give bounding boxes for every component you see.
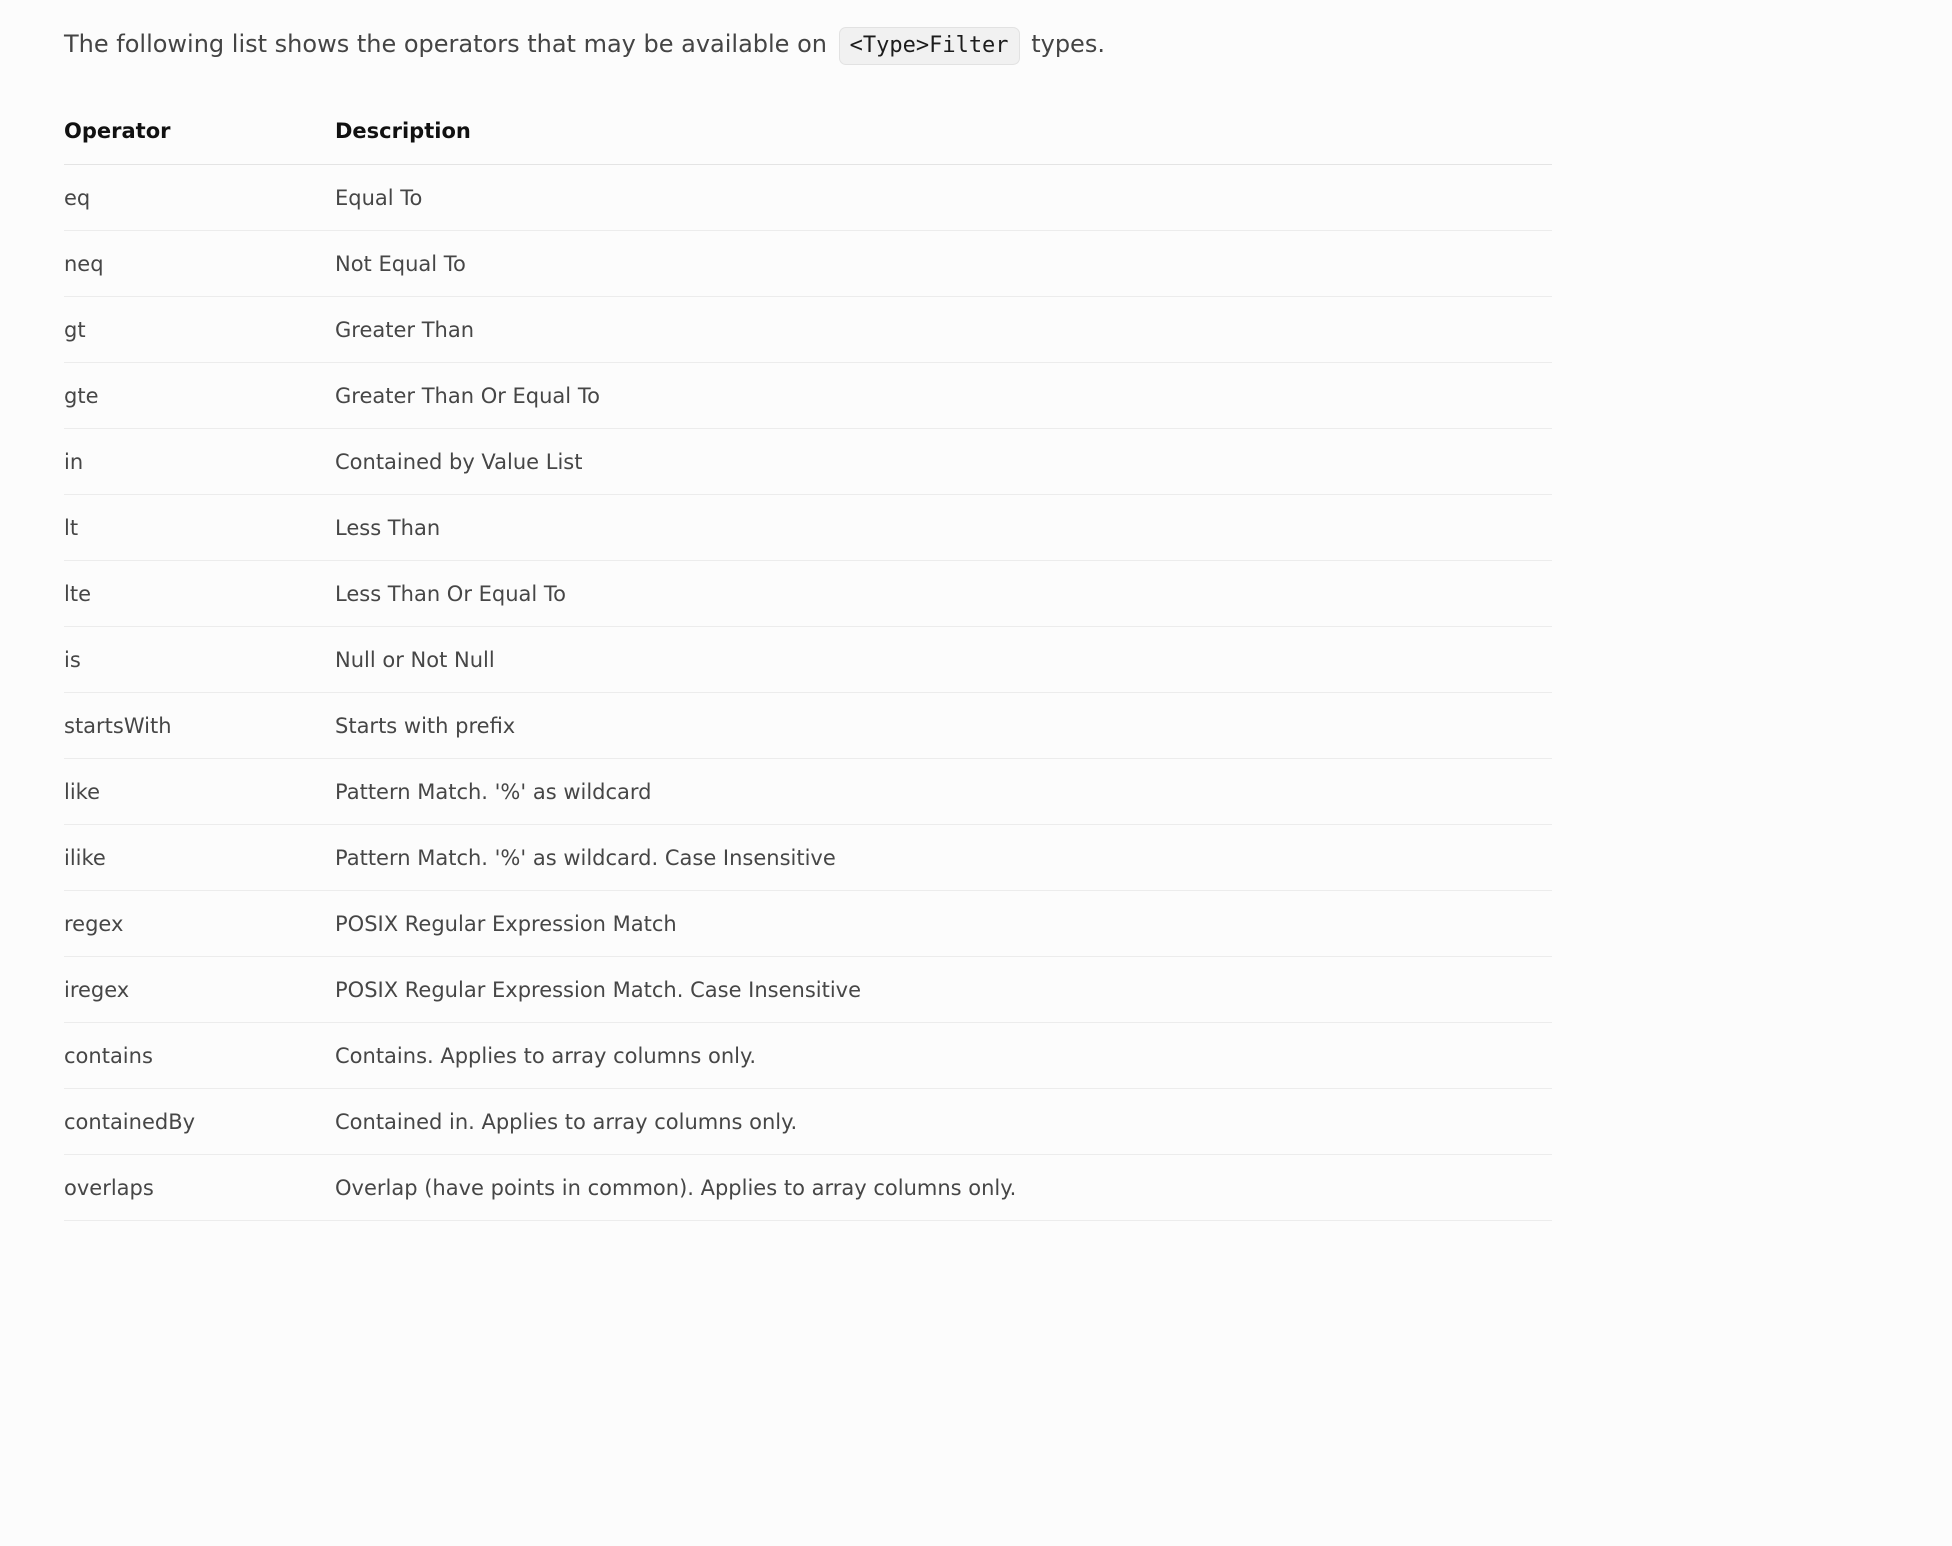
table-body — [64, 165, 1552, 1221]
operators-table — [64, 98, 1552, 1221]
table-row — [64, 297, 1552, 363]
table-row — [64, 165, 1552, 231]
operator-cell: startsWith — [64, 693, 335, 759]
operator-cell: ilike — [64, 825, 335, 891]
table-row — [64, 561, 1552, 627]
table-row — [64, 1023, 1552, 1089]
description-cell: Less Than — [335, 495, 1552, 561]
table-row — [64, 627, 1552, 693]
operator-cell: eq — [64, 165, 335, 231]
description-cell: Equal To — [335, 165, 1552, 231]
operator-cell: in — [64, 429, 335, 495]
table-row — [64, 495, 1552, 561]
table-row — [64, 363, 1552, 429]
operator-cell: lte — [64, 561, 335, 627]
description-cell: Null or Not Null — [335, 627, 1552, 693]
table-row — [64, 693, 1552, 759]
description-cell: POSIX Regular Expression Match. Case Insensitive — [335, 957, 1552, 1023]
description-cell: Not Equal To — [335, 231, 1552, 297]
description-cell: Contained by Value List — [335, 429, 1552, 495]
operator-cell: containedBy — [64, 1089, 335, 1155]
inline-code-type-filter: <Type>Filter — [839, 27, 1020, 65]
column-header-description: Description — [335, 98, 1552, 165]
operator-cell: like — [64, 759, 335, 825]
intro-text-after: types. — [1031, 30, 1105, 58]
description-cell: Starts with prefix — [335, 693, 1552, 759]
table-row — [64, 231, 1552, 297]
table-header-row — [64, 98, 1552, 165]
document-body — [64, 0, 1552, 1200]
operator-cell: is — [64, 627, 335, 693]
intro-text-before: The following list shows the operators that may be available on — [64, 30, 827, 58]
operator-cell: lt — [64, 495, 335, 561]
description-cell: POSIX Regular Expression Match — [335, 891, 1552, 957]
description-cell: Less Than Or Equal To — [335, 561, 1552, 627]
operator-cell: contains — [64, 1023, 335, 1089]
description-cell: Greater Than — [335, 297, 1552, 363]
operator-cell: gte — [64, 363, 335, 429]
operator-cell: overlaps — [64, 1155, 335, 1221]
description-cell: Greater Than Or Equal To — [335, 363, 1552, 429]
intro-paragraph — [64, 0, 1552, 86]
table-row — [64, 957, 1552, 1023]
description-cell: Contained in. Applies to array columns only. — [335, 1089, 1552, 1155]
operator-cell: regex — [64, 891, 335, 957]
table-row — [64, 1089, 1552, 1155]
description-cell: Overlap (have points in common). Applies to array columns only. — [335, 1155, 1552, 1221]
table-row — [64, 1155, 1552, 1221]
description-cell: Pattern Match. '%' as wildcard — [335, 759, 1552, 825]
table-header — [64, 98, 1552, 165]
table-row — [64, 429, 1552, 495]
table-row — [64, 891, 1552, 957]
operator-cell: gt — [64, 297, 335, 363]
column-header-operator: Operator — [64, 98, 335, 165]
operator-cell: neq — [64, 231, 335, 297]
operator-cell: iregex — [64, 957, 335, 1023]
table-row — [64, 759, 1552, 825]
description-cell: Pattern Match. '%' as wildcard. Case Insensitive — [335, 825, 1552, 891]
description-cell: Contains. Applies to array columns only. — [335, 1023, 1552, 1089]
table-row — [64, 825, 1552, 891]
